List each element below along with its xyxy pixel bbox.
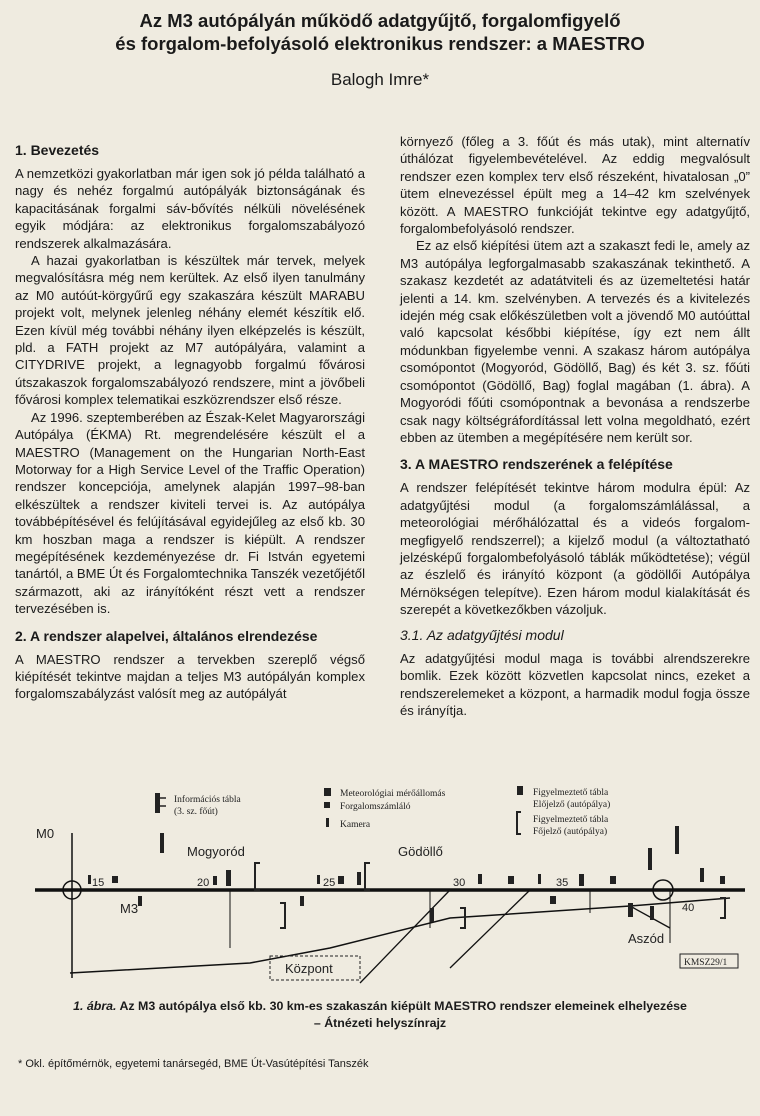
footnote: * Okl. építőmérnök, egyetemi tanársegéd, BME Út-Vasútépítési Tanszék xyxy=(18,1058,369,1070)
legend-warning: Figyelmeztető tábla xyxy=(533,788,609,798)
godollo-label: Gödöllő xyxy=(398,844,443,859)
title-line-2: és forgalom-befolyásoló elektronikus rendszer: a MAESTRO xyxy=(115,33,645,54)
counter-icon xyxy=(324,802,330,808)
mogyorod-label: Mogyoród xyxy=(187,844,245,859)
legend xyxy=(155,786,610,837)
legend-info-table: Információs tábla xyxy=(174,795,241,805)
km-40: 40 xyxy=(682,902,695,914)
aszod-label: Aszód xyxy=(628,931,665,946)
paragraph: környező (főleg a 3. főút és más utak), mint alternatív úthálózat figyelembevételével. Az eddig megvalósult rendszer ezen komplex terv első részeként, hivatalosan „0” ütem elnevezéssel épült meg a 14–42 km szelvények között. A MAESTRO funkcióját tekintve egy adatgyűjtő, forgalombefolyásoló rendszer. xyxy=(400,134,750,237)
km-20: 20 xyxy=(197,877,210,889)
km-35: 35 xyxy=(556,877,569,889)
site-plan-figure xyxy=(30,778,750,988)
paragraph: A nemzetközi gyakorlatban már igen sok jó példa található a nagy és nehéz forgalmú autópályák biztonságának és kapacitásának forgalmi sáv-bővítés nélküli növelésének egyik módjára: az elektronikus forgalomszabályozó rendszerek alkalmazására. xyxy=(15,166,365,251)
km-15: 15 xyxy=(92,877,105,889)
paragraph: A hazai gyakorlatban is készültek már tervek, melyek megvalósításra még nem kerültek. Az első ilyen tanulmány az M0 autóút-körgyűrű egy szakaszára készült MARABU projekt volt, melynek jelenleg néhány elemét készítik elő. Ezen kívül még további néhány ilyen elképzelés is készült, pld. a FATH projekt az M7 autópályára, valamint a CITYDRIVE projekt, a legnagyobb forgalmú fővárosi útszakaszok forgalomszabályozó rendszere, mint a jövőbeli fővárosi komplex telematikai eszközrendszer első része. xyxy=(15,253,365,408)
subsection-heading: 3.1. Az adatgyűjtési modul xyxy=(400,626,564,643)
figure-code: KMSZ29/1 xyxy=(684,958,728,968)
camera-icon xyxy=(326,818,329,827)
km-25: 25 xyxy=(323,877,336,889)
legend-warning2-sub: Főjelző (autópálya) xyxy=(533,827,608,837)
paragraph: Ez az első kiépítési ütem azt a szakaszt fedi le, amely az M3 autópálya legforgalmasabb szakaszának tekinthető. A szakasz kezdetét az adatátviteli és az üzemeltetési határ jelenti a 14. km. szelvényben. A tervezés és a kivitelezés idején még csak előkészületben volt a jövendő M0 autóúttal való kapcsolat későbbi kiépítése, így ezt nem állt módunkban figyelembe venni. A szakasz három autópálya csomópontot (Mogyoród, Gödöllő, Bag) és két 3. sz. főúti csomópontot (Gödöllő, Bag) foglal magában (1. ábra). A Mogyoródi főúti csomópontnak a bevonása a rendszerbe csak nagy költségráfordítással lett volna megoldható, ezért ebben az ütemben a megépítésére nem került sor. xyxy=(400,238,750,445)
m3-label: M3 xyxy=(120,901,139,916)
main-sign-icon xyxy=(517,812,521,834)
section-3-heading: 3. A MAESTRO rendszerének a felépítése xyxy=(400,456,673,473)
caption-label: 1. ábra. xyxy=(73,999,117,1013)
info-table-icon xyxy=(155,793,160,813)
figure-caption xyxy=(0,998,760,1032)
legend-camera: Kamera xyxy=(340,820,371,830)
legend-warning-sub: Előjelző (autópálya) xyxy=(533,800,611,810)
paragraph: Az adatgyűjtési modul maga is további alrendszerekre bomlik. Ezek között közvetlen kapcsolat nincs, ezeket a rendszerelemeket a központ, a harmadik modul fogja össze és irányítja. xyxy=(400,650,750,719)
legend-counter: Forgalomszámláló xyxy=(340,802,411,812)
m0-label: M0 xyxy=(36,826,55,841)
title-line-1: Az M3 autópályán működő adatgyűjtő, forgalomfigyelő xyxy=(139,10,621,31)
meteo-icon xyxy=(324,788,331,796)
left-column xyxy=(15,141,365,703)
paragraph: Az 1996. szeptemberében az Észak-Kelet Magyarországi Autópálya (ÉKMA) Rt. megrendelésére készült el a MAESTRO (Management on the Hungarian North-East Motorway for a High Service Level of the Traffic Operation) rendszer koncepciója, amelynek alapján 1997–98-ban elkészültek a rendszer kiviteli tervei is. Az autópálya továbbépítésével és felújításával egyidejűleg az első kb. 30 km hoszban maga a rendszer is kiépült. A rendszer megépítésének kezdeményezése dr. Fi István egyetemi tanártól, a BME Út és Forgalomtechnika Tanszék vezetőjétől származott, aki az irányítóként részt vett a rendszer tervezésében is. xyxy=(15,409,365,617)
section-2-heading: 2. A rendszer alapelvei, általános elrendezése xyxy=(15,627,318,644)
warning-sign-icon xyxy=(517,786,523,795)
legend-info-table-sub: (3. sz. főút) xyxy=(174,807,218,817)
legend-warning2: Figyelmeztető tábla xyxy=(533,815,609,825)
right-column xyxy=(400,133,750,720)
caption-line-2: – Átnézeti helyszínrajz xyxy=(313,1016,447,1030)
km-30: 30 xyxy=(453,877,466,889)
kozpont-label: Központ xyxy=(285,961,333,976)
legend-meteo: Meteorológiai mérőállomás xyxy=(340,789,446,799)
section-1-heading: 1. Bevezetés xyxy=(15,142,100,158)
paragraph: A rendszer felépítését tekintve három modulra épül: Az adatgyűjtési modul (a forgalomszámlálással, a meteorológiai mérőhálózattal és a videós forgalom-megfigyelő rendszerrel); a kijelző modul (a változtatható jelzésképű forgalombefolyásoló táblák működtetése); végül az észlelő és irányító központ (a gödöllői Autópálya Mérnökségen telepítve). Ezen három modul kialakítását és szerepét a következőkben vázoljuk. xyxy=(400,480,750,618)
paragraph: A MAESTRO rendszer a tervekben szereplő végső kiépítését tekintve majdan a teljes M3 autópályán komplex forgalomszabályzást valósít meg az autópályát xyxy=(15,651,365,702)
caption-line-1: Az M3 autópálya első kb. 30 km-es szakaszán kiépült MAESTRO rendszer elemeinek elhelyezése xyxy=(116,999,687,1013)
equipment-symbols xyxy=(88,826,725,922)
author: Balogh Imre* xyxy=(330,70,430,89)
